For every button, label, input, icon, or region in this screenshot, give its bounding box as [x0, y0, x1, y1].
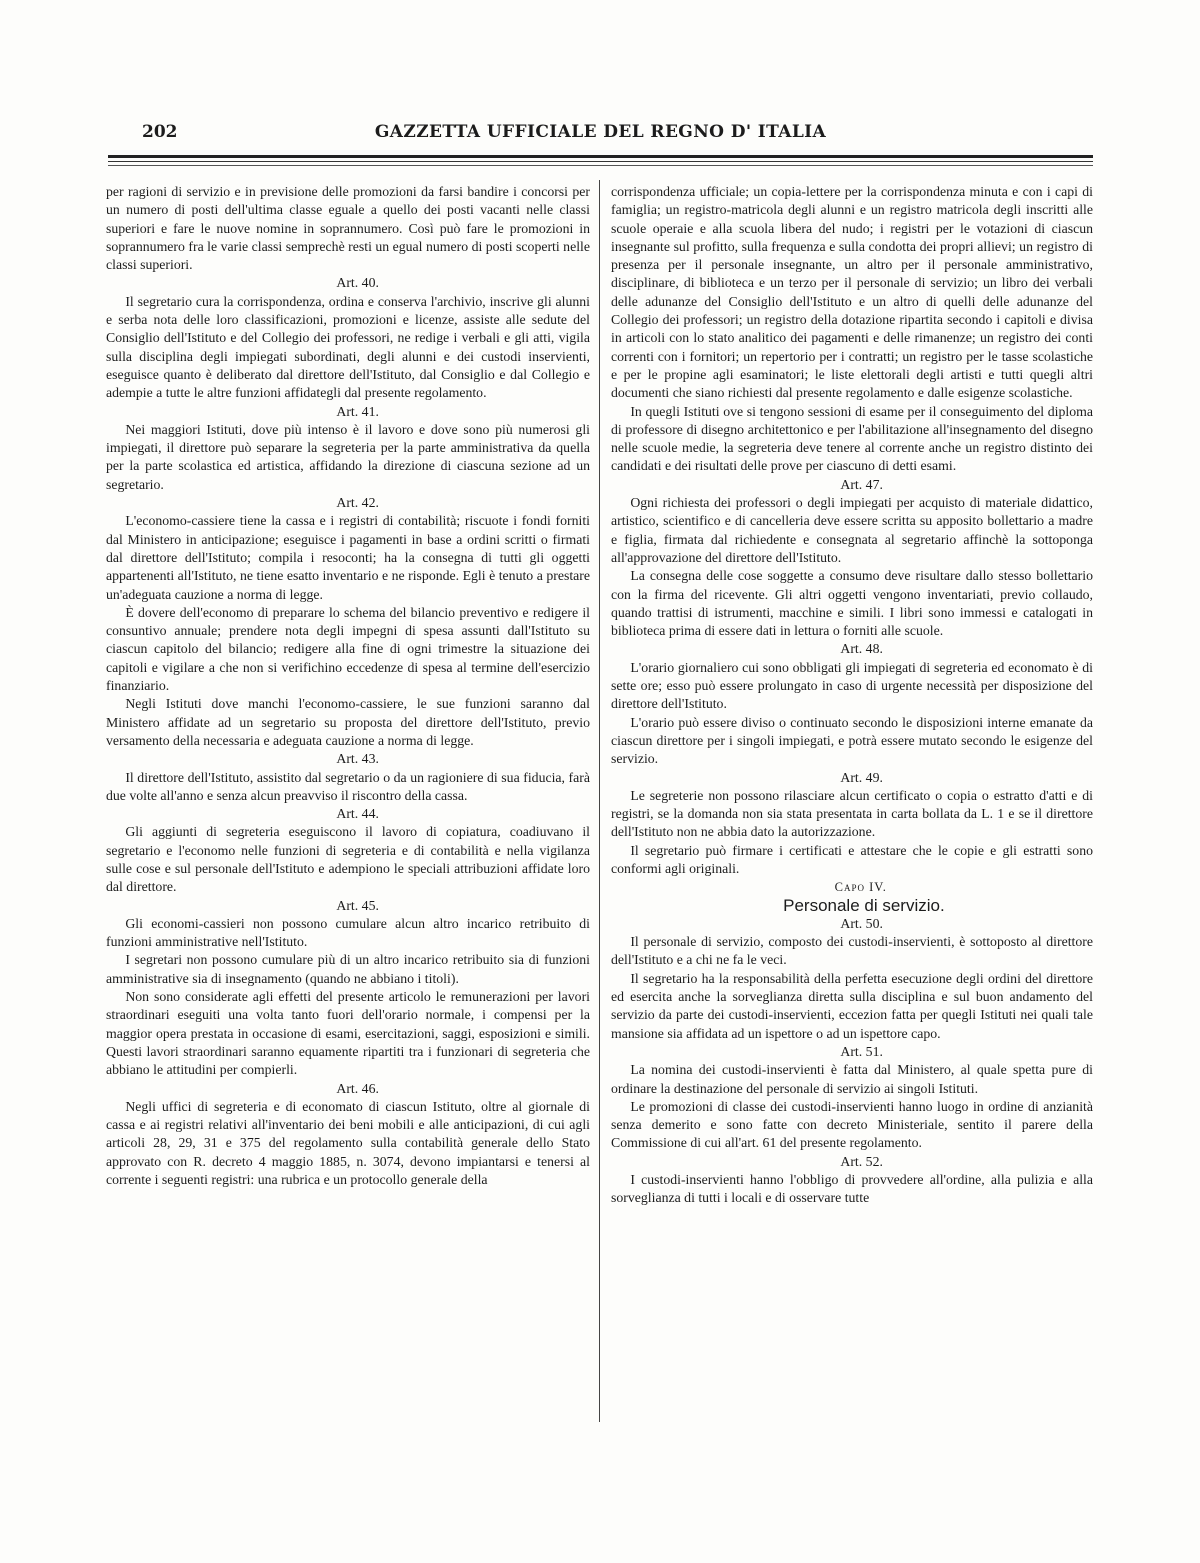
- paragraph: L'orario può essere diviso o continuato secondo le disposizioni interne emanate da ciascun direttore per i singoli impiegati, e potrà essere mutato secondo le esigenze del servizio.: [611, 714, 1093, 767]
- paragraph: Il personale di servizio, composto dei custodi-inservienti, è sottoposto al direttore dell'Istituto e a chi ne fa le veci.: [611, 934, 1093, 968]
- section-title: Personale di servizio.: [783, 895, 945, 915]
- paragraph: È dovere dell'economo di preparare lo schema del bilancio preventivo e redigere il consuntivo annuale; prendere nota degli impegni di spesa assunti dall'Istituto su ciascun capitolo del bilancio; redigere alla fine di ogni trimestre la situazione dei capitoli e vigilare a che non si verifichino eccedenze di spesa al termine dell'esercizio finanziario.: [106, 604, 590, 694]
- header-rule-thin-lower: [108, 165, 1093, 166]
- article-heading: Art. 44.: [336, 806, 379, 822]
- paragraph: Gli economi-cassieri non possono cumulare alcun altro incarico retribuito di funzioni amministrative nell'Istituto.: [106, 915, 590, 950]
- paragraph: La nomina dei custodi-inservienti è fatta dal Ministero, al quale spetta pure di ordinare la destinazione del personale di servizio ai singoli Istituti.: [611, 1062, 1093, 1096]
- paragraph: I custodi-inservienti hanno l'obbligo di provvedere all'ordine, alla pulizia e alla sorveglianza di tutti i locali e di osservare tutte: [611, 1172, 1093, 1206]
- masthead-title: GAZZETTA UFFICIALE DEL REGNO D' ITALIA: [374, 122, 827, 142]
- paragraph: Le promozioni di classe dei custodi-inservienti hanno luogo in ordine di anzianità senza demerito e sono fatte con decreto Ministeriale, sentito il parere della Commissione di cui all'art. 61 del presente regolamento.: [611, 1098, 1093, 1151]
- article-heading: Art. 43.: [336, 751, 379, 767]
- page-number: 202: [142, 122, 178, 142]
- paragraph: Gli aggiunti di segreteria eseguiscono il lavoro di copiatura, coadiuvano il segretario e l'economo nelle funzioni di segreteria e di contabilità e nella vigilanza sulle cose e sul personale dell'Istituto e adempiono le speciali attribuzioni affidate loro dal direttore.: [106, 824, 590, 895]
- column-divider: [599, 180, 600, 1422]
- article-heading: Art. 46.: [336, 1080, 379, 1096]
- header-rule-thin: [108, 161, 1093, 162]
- paragraph: Nei maggiori Istituti, dove più intenso è il lavoro e dove sono più numerosi gli impiegati, il direttore può separare la segreteria per la parte amministrativa da quella per la parte scolastica ed artistica, affidando la direzione di ciascuna sezione ad un segretario.: [106, 421, 590, 492]
- chapter-label: Capo IV.: [834, 880, 887, 895]
- article-heading: Art. 42.: [336, 495, 379, 511]
- article-heading: Art. 45.: [336, 897, 379, 913]
- article-heading: Art. 48.: [840, 641, 883, 657]
- paragraph: Il segretario può firmare i certificati e attestare che le copie e gli estratti sono conformi agli originali.: [611, 842, 1093, 876]
- left-column: [106, 183, 590, 1418]
- article-heading: Art. 47.: [840, 476, 883, 492]
- paragraph: corrispondenza ufficiale; un copia-lettere per la corrispondenza minuta e con i capi di famiglia; un registro-matricola degli alunni e un registro matricola degli inscritti alle scuole operaie e alla scuola libera del nudo; i registri per le votazioni di ciascun insegnante sul profitto, sulla frequenza e sulla condotta dei propri allievi; un registro di presenza per il personale insegnante, un altro per il personale amministrativo, disciplinare, di biblioteca e un terzo per il personale di servizio; un libro dei verbali delle adunanze del Consiglio dell'Istituto e un altro di quelli delle adunanze del Collegio dei professori; un registro della dotazione ripartita secondo i capitoli e divisa in articoli con lo stato analitico dei pagamenti e delle rimanenze; un registro dei conti correnti con i fornitori; un repertorio per i contratti; un registro per le tasse scolastiche e per le propine agli esaminatori; le liste elettorali degli artisti e tutti quegli altri documenti che siano richiesti dal presente regolamento e dalle esigenze scolastiche.: [611, 184, 1093, 401]
- paragraph: Ogni richiesta dei professori o degli impiegati per acquisto di materiale didattico, artistico, scientifico e di cancelleria deve essere scritta su apposito bollettario a madre e figlia, firmata dal richiedente e consegnata al segretario affinchè la sottoponga all'approvazione del direttore dell'Istituto.: [611, 495, 1093, 565]
- paragraph: Il segretario cura la corrispondenza, ordina e conserva l'archivio, inscrive gli alunni e serba nota delle loro classificazioni, promozioni e licenze, assiste alle sedute del Consiglio dell'Istituto e del Collegio dei professori, ne redige i verbali e gli atti, vigila sulla disciplina degli impiegati subordinati, degli alunni e dei custodi inservienti, eseguisce quanto è deliberato dal direttore dell'Istituto, dal Consiglio e dal Collegio e adempie a tutte le altre funzioni affidategli dal presente regolamento.: [106, 293, 590, 401]
- paragraph: Non sono considerate agli effetti del presente articolo le remunerazioni per lavori straordinari eseguiti una volta tanto fuori dell'orario normale, i compensi per la maggior opera prestata in occasione di esami, esercitazioni, saggi, esposizioni e simili. Questi lavori straordinari saranno equamente ripartiti tra i funzionari di segreteria che abbiano le attitudini per compierli.: [106, 989, 590, 1078]
- paragraph: Negli Istituti dove manchi l'economo-cassiere, le sue funzioni saranno dal Ministero affidate ad un segretario su proposta del direttore dell'Istituto, previo versamento della necessaria e adeguata cauzione a norma di legge.: [106, 696, 590, 748]
- article-heading: Art. 51.: [840, 1043, 883, 1059]
- paragraph: Le segreterie non possono rilasciare alcun certificato o copia o estratto d'atti e di registri, se la domanda non sia stata presentata in carta bollata da L. 1 e se il direttore dell'Istituto non ne abbia dato la autorizzazione.: [611, 787, 1093, 840]
- paragraph: Negli uffici di segreteria e di economato di ciascun Istituto, oltre al giornale di cassa e ai registri relativi all'inventario dei beni mobili e alle anticipazioni, di cui agli articoli 28, 29, 31 e 375 del regolamento sulla contabilità generale dello Stato approvato con R. decreto 4 maggio 1885, n. 3074, devono impiantarsi e tenersi al corrente i seguenti registri: una rubrica e un protocollo generale della: [106, 1098, 590, 1188]
- paragraph: L'economo-cassiere tiene la cassa e i registri di contabilità; riscuote i fondi forniti dal Ministero in anticipazione; eseguisce i pagamenti in base a ordini scritti o firmati dal direttore dell'Istituto; compila i resoconti; ha la consegna di tutti gli oggetti appartenenti all'Istituto, ne tiene esatto inventario e ne risponde. Egli è tenuto a prestare un'adeguata cauzione a norma di legge.: [106, 513, 590, 602]
- paragraph: Il segretario ha la responsabilità della perfetta esecuzione degli ordini del direttore ed esercita anche la sorveglianza diretta sulla disciplina e sul buon andamento del servizio da parte dei custodi-inservienti, eccezion fatta per quegli Istituti nei quali tale mansione sia affidata ad un ispettore o ad un ispettore capo.: [611, 970, 1093, 1041]
- paragraph: In quegli Istituti ove si tengono sessioni di esame per il conseguimento del diploma di professore di disegno architettonico e per l'abilitazione all'insegnamento del disegno nelle scuole medie, la segreteria deve tenere al corrente anche un registro distinto dei candidati e dei risultati delle prove per ciascuno di detti esami.: [611, 403, 1093, 474]
- paragraph: I segretari non possono cumulare più di un altro incarico retribuito sia di funzioni amministrative sia di insegnamento (quando ne abbiano i titoli).: [106, 952, 590, 986]
- article-heading: Art. 49.: [840, 769, 883, 785]
- article-heading: Art. 40.: [336, 275, 379, 291]
- paragraph: L'orario giornaliero cui sono obbligati gli impiegati di segreteria ed economato è di sette ore; esso può essere prolungato in caso di urgente necessità per disposizione del direttore dell'Istituto.: [611, 659, 1093, 712]
- header-rule-thick: [108, 155, 1093, 158]
- paragraph: per ragioni di servizio e in previsione delle promozioni da farsi bandire i concorsi per un numero di posti dell'ultima classe eguale a quello dei posti vacanti nelle classi superiori e fare le nuove nomine in soprannumero. Così può fare le promozioni in soprannumero fra le varie classi semprechè resti un egual numero di posti scoperti nelle classi superiori.: [106, 184, 590, 273]
- article-heading: Art. 41.: [336, 403, 379, 419]
- right-column: [611, 183, 1093, 1418]
- page-header: [108, 118, 1093, 154]
- article-heading: Art. 52.: [840, 1153, 883, 1169]
- article-heading: Art. 50.: [840, 915, 883, 931]
- paragraph: La consegna delle cose soggette a consumo deve risultare dallo stesso bollettario con la firma del ricevente. Gli altri oggetti vengono inventariati, previo collaudo, quando trattisi di istrumenti, macchine e simili. I libri sono immessi e catalogati in biblioteca prima di essere dati in lettura o forniti alle scuole.: [611, 568, 1093, 639]
- paragraph: Il direttore dell'Istituto, assistito dal segretario o da un ragioniere di sua fiducia, farà due volte all'anno e senza alcun preavviso il riscontro della cassa.: [106, 769, 590, 803]
